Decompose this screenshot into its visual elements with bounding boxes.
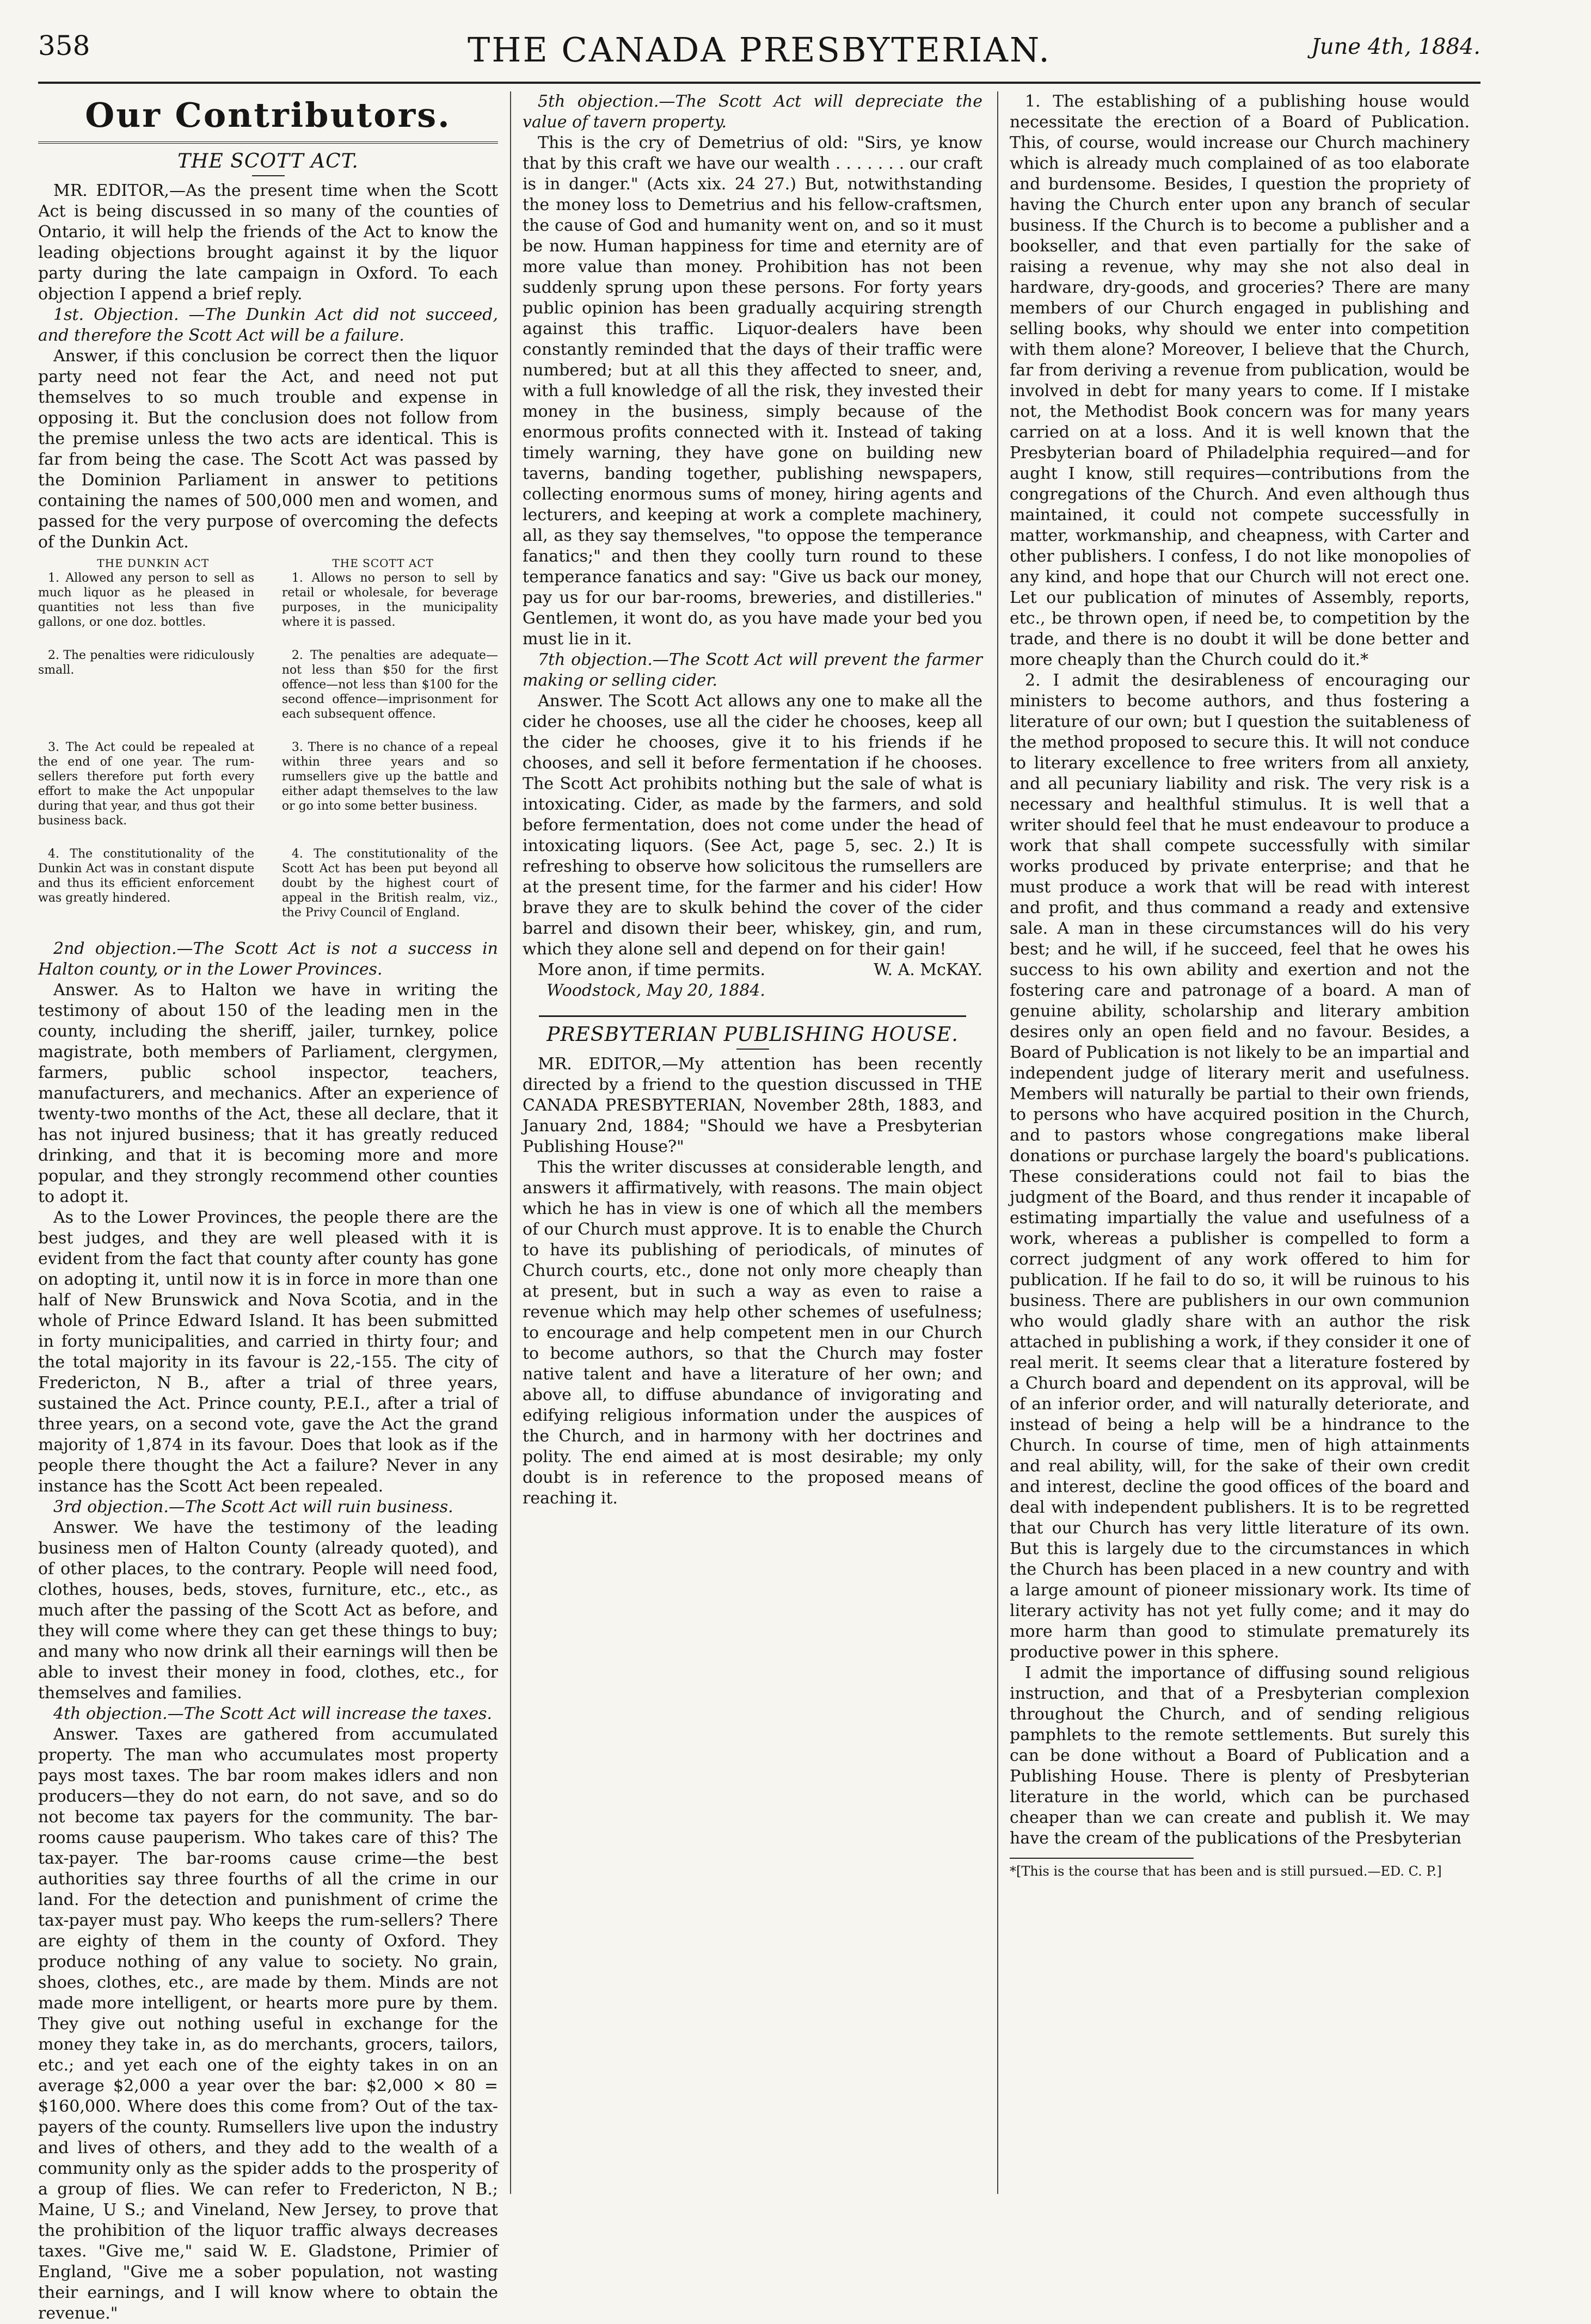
page-header — [38, 30, 1481, 79]
objection-answer: Answer, if this conclusion be correct then the liquor party need not fear the Act, and need not put themselves to so much trouble and expense in opposing it. But the conclusion does not follow from the premise unless the two acts are identical. This is far from being the case. The Scott Act was passed by the Dominion Parliament in answer to petitions containing the names of 500,000 men and women, and passed for the very purpose of overcoming the defects of the Dunkin Act. — [38, 347, 498, 552]
journal-title: THE CANADA PRESBYTERIAN. — [468, 30, 1051, 70]
comparison-row — [38, 571, 498, 630]
dunkin-act-point: 4. The constitutionality of the Dunkin Act was in constant dispute and thus its efficient enforcement was greatly hindered. — [38, 847, 255, 905]
column-1 — [38, 91, 498, 2323]
article-divider — [539, 1015, 966, 1017]
title-rule — [252, 175, 285, 176]
comparison-row — [38, 648, 498, 722]
objection-answer: This is the cry of Demetrius of old: "Sirs, ye know that by this craft we have our wealth . . . . . . . our craft is in danger." (Acts xix. 24 27.) But, notwithstanding the money loss to Demetrius and his fellow-craftsmen, the cause of God and humanity went on, and so it must be now. Human happiness for time and eternity are of more value than money. Prohibition has not been suddenly sprung upon these persons. For forty years public opinion has been gradually acquiring strength against this traffic. Liquor-dealers have been constantly reminded that the days of their traffic were numbered; but at all this they affected to sneer, and, with a full knowledge of all the risk, they invested their money in the business, simply because of the enormous profits connected with it. Instead of taking timely warning, they have gone on building new taverns, banding together, publishing newspapers, collecting enormous sums of money, hiring agents and lecturers, and keeping at work a complete machinery, all, as they say themselves, "to oppose the temperance fanatics;" and then they coolly turn round to these temperance fanatics and say: "Give us back our money, pay us for our bar-rooms, breweries, and distilleries." Gentlemen, it wont do, as you have made your bed you must lie in it. — [523, 133, 982, 649]
dunkin-act-point: 3. The Act could be repealed at the end of one year. The rum-sellers therefore put forth every effort to make the Act unpopular during that year, and thus got their business back. — [38, 741, 255, 828]
comparison-row — [38, 740, 498, 828]
column-divider — [510, 91, 511, 2194]
scott-act-point: 3. There is no chance of a repeal within three years and so rumsellers give up the battle and either adapt themselves to the law or go into some better business. — [281, 741, 498, 813]
objection-answer: Answer. We have the testimony of the leading business men of Halton County (already quoted), and of other places, to the contrary. People will need food, clothes, houses, beds, stoves, furniture, etc., etc., as much after the passing of the Scott Act as before, and they will come where they can get these things to buy; and many who now drink all their earnings will then be able to invest their money in food, clothes, etc., for themselves and families. — [38, 1518, 498, 1703]
article-title-scott-act: THE SCOTT ACT. — [177, 150, 359, 172]
author-name: W. A. McKAY. — [873, 960, 982, 979]
dateline: Woodstock, May 20, 1884. — [546, 981, 765, 1000]
scott-act-point: 4. The constitutionality of the Scott Act has been put beyond all doubt by the highest court of appeal in the British realm, viz., the Privy Council of England. — [281, 847, 498, 920]
comparison-table-header — [38, 556, 498, 571]
article-title-publishing-house: PRESBYTERIAN PUBLISHING HOUSE. — [546, 1024, 959, 1046]
dunkin-act-point: 2. The penalties were ridiculously small. — [38, 649, 255, 677]
objection-answer: Answer. Taxes are gathered from accumulated property. The man who accumulates most property pays most taxes. The bar room makes idlers and non producers—they do not earn, do not save, and so do not become tax payers for the community. The bar-rooms cause pauperism. Who takes care of this? The tax-payer. The bar-rooms cause crime—the best authorities say three fourths of all the crime in our land. For the detection and punishment of crime the tax-payer must pay. Who keeps the rum-sellers? There are eighty of them in the county of Oxford. They produce nothing of any value to society. No grain, shoes, clothes, etc., are made by them. Minds are not made more intelligent, or hearts more pure by them. They give out nothing useful in exchange for the money they take in, as do merchants, grocers, tailors, etc.; and yet each one of the eighty takes in on an average $2,000 a year over the bar: $2,000 × 80 = $160,000. Where does this come from? Out of the tax-payers of the county. Rumsellers live upon the industry and lives of others, and they add to the wealth of a community only as the spider adds to the prosperity of a group of flies. We can refer to Fredericton, N B.; Maine, U S.; and Vineland, New Jersey, to prove that the prohibition of the liquor traffic always decreases taxes. "Give me," said W. E. Gladstone, Primier of England, "Give me a sober population, not wasting their earnings, and I will know where to obtain the revenue." — [38, 1725, 498, 2323]
issue-date: June 4th, 1884. — [1311, 34, 1481, 59]
dunkin-act-point: 1. Allowed any person to sell as much liquor as he pleased in quantities not less than five gallons, or one doz. bottles. — [38, 571, 255, 629]
dunkin-act-column-head: THE DUNKIN ACT — [97, 557, 210, 570]
objection-answer: Answer. As to Halton we have in writing the testimony of about 150 of the leading men in the county, including the sheriff, jailer, turnkey, police magistrate, both members of Parliament, clergymen, farmers, public school inspector, teachers, manufacturers, and mechanics. After an experience of twenty-two months of the Act, these all declare, that it has not injured business; that it has greatly reduced drinking, and that it is becoming more and more popular, and they strongly recommend other counties to adopt it. — [38, 981, 498, 1206]
scott-act-column-head: THE SCOTT ACT — [332, 557, 434, 570]
objection-answer: As to the Lower Provinces, the people there are the best judges, and they are well pleased with it is evident from the fact that county after county has gone on adopting it, until now it is in force in more than one half of New Brunswick and Nova Scotia, and in the whole of Prince Edward Island. It has been submitted in forty municipalities, and carried in thirty four; and the total majority in its favour is 22,-155. The city of Fredericton, N B., after a trial of three years, sustained the Act. Prince county, P.E.I., after a trial of three years, on a second vote, gave the Act the grand majority of 1,874 in its favour. Does that look as if the people there thought the Act a failure? Never in any instance has the Scott Act been repealed. — [38, 1208, 498, 1496]
objection-heading: 2nd objection.—The Scott Act is not a success in Halton county, or in the Lower Provinces. — [38, 939, 498, 979]
article-paragraph: This the writer discusses at considerable length, and answers it affirmatively, with reasons. The main object which he has in view is one of which all the members of our Church must approve. It is to enable the Church to have its publishing of periodicals, of minutes of Church courts, etc., done not only more cheaply than at present, but in such a way as even to raise a revenue which may help other schemes of usefulness; to encourage and help competent men in our Church to become authors, so that the Church may foster native talent and have a literature of her own; and above all, to diffuse abundance of invigorating and edifying religious information under the auspices of the Church, and in harmony with her doctrines and polity. The end aimed at is most desirable; my only doubt is in reference to the proposed means of reaching it. — [523, 1158, 982, 1508]
article-paragraph: 1. The establishing of a publishing house would necessitate the erection of a Board of Publication. This, of course, would increase our Church machinery which is already much complained of as too elaborate and burdensome. Besides, I question the propriety of having the Church enter upon any branch of secular business. If the Church is to become a publisher and a bookseller, and that even partially for the sake of raising a revenue, why may she not also deal in hardware, dry-goods, and groceries? There are many members of our Church engaged in publishing and selling books, why should we enter into competition with them alone? Moreover, I believe that the Church, far from deriving a revenue from publication, would be involved in debt for many years to come. If I mistake not, the Methodist Book concern was for many years carried on at a loss. And it is well known that the Presbyterian board of Philadelphia required—and for aught I know, still requires—contributions from the congregations of the Church. And even although thus maintained, it could not compete successfully in matter, workmanship, and cheapness, with Carter and other publishers. I confess, I do not like monopolies of any kind, and hope that our Church will not erect one. Let our publication of minutes of Assembly, reports, etc., be thrown open, if need be, to competition by the trade, and there is no doubt it will be done better and more cheaply than the Church could do it.* — [1010, 92, 1470, 669]
objection-heading: 5th objection.—The Scott Act will depreciate the value of tavern property. — [523, 92, 982, 132]
section-heading: Our Contributors. — [38, 94, 498, 144]
objection-heading: 3rd objection.—The Scott Act will ruin business. — [53, 1497, 453, 1517]
article-intro: MR. EDITOR,—As the present time when the Scott Act is being discussed in so many of the counties of Ontario, it will help the friends of the Act to know the leading objections brought against it by the liquor party during the late campaign in Oxford. To each objection I append a brief reply. — [38, 181, 498, 304]
column-divider — [997, 91, 998, 2194]
objection-heading: 1st. Objection. —The Dunkin Act did not succeed, and therefore the Scott Act will be a failure. — [38, 305, 498, 345]
page-number: 358 — [38, 30, 90, 61]
footnote-rule — [1010, 1858, 1194, 1859]
article-paragraph: I admit the importance of diffusing sound religious instruction, and that of a Presbyterian complexion throughout the Church, and of sending religious pamphlets to the remote settlements. But surely this can be done without a Board of Publication and a Publishing House. There is plenty of Presbyterian literature in the world, which can be purchased cheaper than we can create and publish it. We may have the cream of the publications of the Presbyterian — [1010, 1663, 1470, 1848]
closing-remark: More anon, if time permits. — [538, 960, 766, 979]
objection-heading: 7th objection.—The Scott Act will prevent the farmer making or selling cider. — [523, 650, 982, 690]
header-rule — [38, 82, 1481, 84]
scott-act-point: 2. The penalties are adequate—not less than $50 for the first offence—not less than $100 for the second offence—imprisonment for each subsequent offence. — [281, 649, 498, 721]
editor-footnote: *[This is the course that has been and is still pursued.—ED. C. P.] — [1010, 1864, 1442, 1879]
objection-heading: 4th objection.—The Scott Act will increase the taxes. — [53, 1704, 493, 1723]
objection-answer: Answer. The Scott Act allows any one to make all the cider he chooses, use all the cider he chooses, keep all the cider he chooses, give it to his friends if he chooses, and sell it before fermentation if he chooses. The Scott Act prohibits nothing but the sale of what is intoxicating. Cider, as made by the farmers, and sold before fermentation, does not come under the head of intoxicating liquors. (See Act, page 5, sec. 2.) It is refreshing to observe how solicitous the rumsellers are at the present time, for the farmer and his cider! How brave they are to skulk behind the cover of the cider barrel and disown their beer, whiskey, gin, and rum, which they alone sell and depend on for their gain! — [523, 692, 982, 959]
scott-act-point: 1. Allows no person to sell by retail or wholesale, for beverage purposes, in the municipality where it is passed. — [281, 571, 498, 629]
comparison-row — [38, 847, 498, 920]
signature-line — [523, 960, 982, 981]
column-2 — [523, 91, 982, 2194]
article-intro: MR. EDITOR,—My attention has been recently directed by a friend to the question discussed in THE CANADA PRESBYTERIAN, November 28th, 1883, and January 2nd, 1884; "Should we have a Presbyterian Publishing House?" — [523, 1055, 982, 1156]
title-rule — [736, 1049, 769, 1050]
comparison-table — [38, 556, 498, 920]
column-3 — [1010, 91, 1470, 2194]
article-paragraph: 2. I admit the desirableness of encouraging our ministers to become authors, and thus fostering a literature of our own; but I question the suitableness of the method proposed to secure this. It will not conduce to literary excellence to free writers from all anxiety, and all pecuniary liability and risk. The very risk is a necessary and healthful stimulus. It is well that a writer should feel that he must endeavour to produce a work that shall compete successfully with similar works produced by private enterprise; and that he must produce a work that will be read with interest and profit, and thus command a ready and extensive sale. A man in these circumstances will do his very best; and he will, if he succeed, feel that he owes his success to his own ability and exertion and not the fostering care and patronage of a board. A man of genuine ability, scholarship and literary ambition desires only an open field and no favour. Besides, a Board of Publication is not likely to be an impartial and independent judge of literary merit and usefulness. Members will naturally be partial to their own friends, to persons who have acquired position in the Church, and to pastors whose congregations make liberal donations or purchase largely the board's publications. These considerations could not fail to bias the judgment of the Board, and thus render it incapable of estimating impartially the value and usefulness of a work, whereas a publisher is compelled to form a correct judgment of any work offered to him for publication. If he fail to do so, it will be ruinous to his business. There are publishers in our own communion who would gladly share with an author the risk attached in publishing a work, if they consider it one of real merit. It seems clear that a literature fostered by a Church board and dependent on its approval, will be of an inferior order, and will naturally deteriorate, and instead of being a help will be a hindrance to the Church. In course of time, men of high attainments and real ability, will, for the sake of their own credit and interest, decline the good offices of the board and deal with independent publishers. It is to be regretted that our Church has very little literature of its own. But this is largely due to the circumstances in which the Church has been placed in a new country and with a large amount of pioneer missionary work. Its time of literary activity has not yet fully come; and it may do more harm than good to stimulate prematurely its productive power in this sphere. — [1010, 671, 1470, 1662]
